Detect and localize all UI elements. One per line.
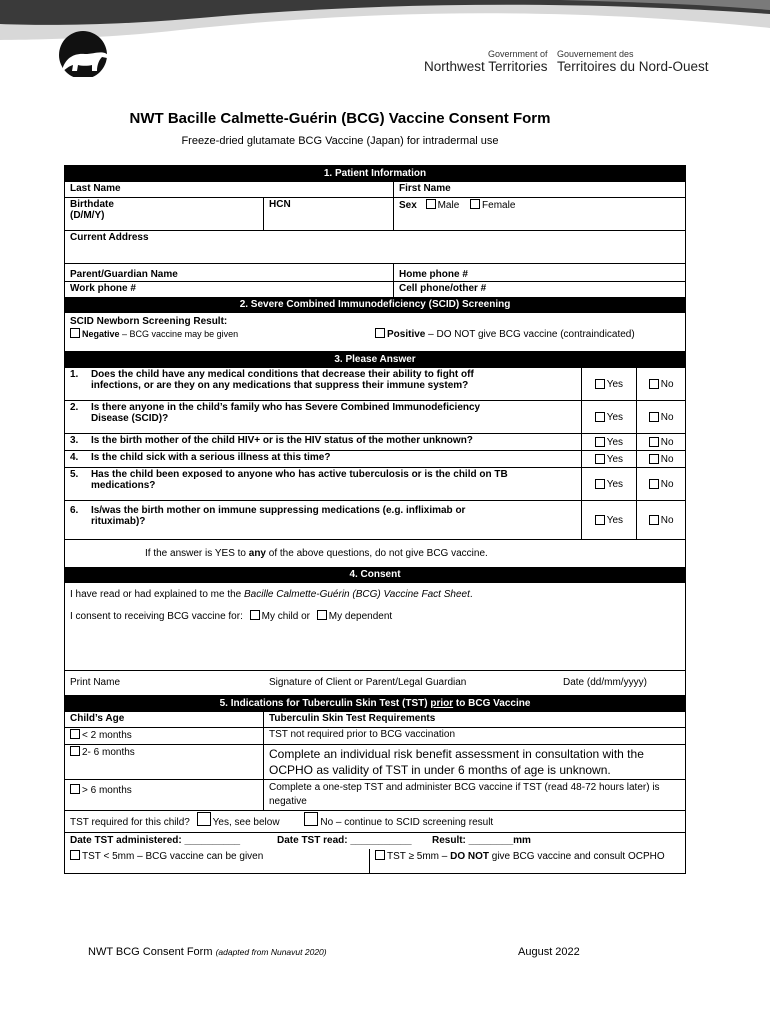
date-administered-field[interactable]: Date TST administered: __________ [70, 835, 241, 846]
tst-lt5-option[interactable]: TST < 5mm – BCG vaccine can be given [65, 849, 370, 873]
req-gt6-text: Complete a one-step TST and administer BCG vaccine if TST (read 48-72 hours later) is negative [269, 782, 660, 807]
q4-no-option[interactable]: No [637, 451, 685, 467]
cell-phone-field[interactable]: Cell phone/other # [399, 283, 487, 294]
tst-required-label: TST required for this child? [70, 817, 190, 828]
section-4-heading: 4. Consent [65, 567, 685, 583]
form-subtitle: Freeze-dried glutamate BCG Vaccine (Japan) for intradermal use [181, 135, 499, 147]
section-5-heading: 5. Indications for Tuberculin Skin Test (TST) prior to BCG Vaccine [65, 696, 685, 712]
footer-adapted-note: (adapted from Nunavut 2020) [215, 947, 327, 957]
scid-positive-option [375, 328, 635, 340]
age-gt6-option[interactable]: > 6 months [65, 780, 264, 810]
date-read-field[interactable]: Date TST read: ___________ [277, 835, 412, 846]
negative-label: Negative [82, 329, 120, 339]
question-number: 5. [70, 469, 79, 480]
q2-yes-option[interactable]: Yes [582, 401, 638, 433]
answer-note: If the answer is YES to any of the above questions, do not give BCG vaccine. [145, 548, 488, 559]
tst-required-row [65, 811, 685, 832]
female-label: Female [482, 200, 516, 211]
question-row [65, 468, 685, 501]
gov-en-label: Government of [488, 49, 548, 59]
question-number: 2. [70, 402, 79, 413]
my-dependent-checkbox[interactable] [317, 610, 327, 620]
question-row [65, 434, 685, 451]
question-number: 3. [70, 435, 79, 446]
territory-en-label: Northwest Territories [424, 59, 548, 74]
q1-no-option[interactable]: No [637, 368, 685, 400]
birthdate-format: (D/M/Y) [70, 210, 105, 221]
footer-date: August 2022 [518, 946, 580, 958]
my-dependent-label: My dependent [328, 611, 393, 622]
sex-label: Sex [399, 200, 417, 211]
male-checkbox[interactable] [426, 199, 436, 209]
q1-yes-option[interactable]: Yes [582, 368, 638, 400]
question-4-text: Is the child sick with a serious illness at this time? [89, 451, 582, 467]
question-5-text: Has the child been exposed to anyone who has active tuberculosis or is the child on TB [90, 469, 508, 480]
work-phone-field[interactable]: Work phone # [65, 282, 394, 297]
tst-requirements-header: Tuberculin Skin Test Requirements [269, 713, 436, 724]
section-2-heading: 2. Severe Combined Immunodeficiency (SCID) Screening [65, 297, 685, 313]
question-row [65, 451, 685, 468]
first-name-field[interactable]: First Name [399, 183, 451, 194]
question-1-text: Does the child have any medical conditions that decrease their ability to fight off [90, 369, 474, 380]
print-name-field[interactable]: Print Name [70, 677, 121, 688]
gov-fr-label: Gouvernement des [557, 49, 634, 59]
q2-no-option[interactable]: No [637, 401, 685, 433]
tst-yes-label: Yes, see below [212, 817, 280, 828]
question-number: 6. [70, 505, 79, 516]
positive-note: – DO NOT give BCG vaccine (contraindicated) [428, 329, 635, 340]
last-name-field[interactable]: Last Name [65, 182, 394, 197]
q6-no-option[interactable]: No [637, 501, 685, 539]
question-6-text-cont: rituximab)? [90, 516, 146, 527]
birthdate-field[interactable] [65, 198, 264, 230]
section-3-heading: 3. Please Answer [65, 352, 685, 368]
question-row [65, 401, 685, 434]
q5-no-option[interactable]: No [637, 468, 685, 500]
question-3-text: Is the birth mother of the child HIV+ or is the HIV status of the mother unknown? [89, 434, 582, 450]
question-6-text: Is/was the birth mother on immune suppressing medications (e.g. infliximab or [90, 505, 466, 516]
female-checkbox[interactable] [470, 199, 480, 209]
signature-field[interactable]: Signature of Client or Parent/Legal Guardian [269, 677, 467, 688]
q3-no-option[interactable]: No [637, 434, 685, 450]
childs-age-header: Child’s Age [65, 712, 264, 727]
tst-ge5-option[interactable]: TST ≥ 5mm – DO NOT give BCG vaccine and consult OCPHO [370, 849, 685, 873]
polar-bear-logo-icon [55, 27, 117, 77]
question-2-text: Is there anyone in the child’s family who has Severe Combined Immunodeficiency [90, 402, 481, 413]
footer-form-name [88, 946, 327, 958]
tst-no-label: No – continue to SCID screening result [320, 817, 494, 828]
q4-yes-option[interactable]: Yes [582, 451, 638, 467]
question-2-text-cont: Disease (SCID)? [90, 413, 169, 424]
age-2-6-option[interactable]: 2- 6 months [65, 745, 264, 779]
current-address-field[interactable]: Current Address [70, 232, 149, 243]
male-label: Male [437, 200, 460, 211]
fact-sheet-statement: I have read or had explained to me the Bacille Calmette-Guérin (BCG) Vaccine Fact Sheet. [70, 589, 473, 600]
birthdate-label: Birthdate [70, 199, 114, 210]
tst-result-field[interactable]: Result: ________mm [432, 835, 531, 846]
question-row [65, 368, 685, 401]
question-5-text-cont: medications? [90, 480, 156, 491]
question-1-text-cont: infections, or are they on any medications that suppress their immune system? [90, 380, 469, 391]
q3-yes-option[interactable]: Yes [582, 434, 638, 450]
consent-choice: I consent to receiving BCG vaccine for: My child or My dependent [70, 611, 393, 622]
tst-no-checkbox[interactable] [304, 812, 318, 826]
consent-statement [65, 583, 685, 671]
scid-negative-checkbox[interactable] [70, 328, 80, 338]
question-number: 1. [70, 369, 79, 380]
q5-yes-option[interactable]: Yes [582, 468, 638, 500]
age-lt2-option[interactable]: < 2 months [65, 728, 264, 744]
req-2-6-text: Complete an individual risk benefit assessment in consultation with the OCPHO as validity of TST in under 6 months of age is unknown. [269, 747, 644, 777]
negative-note: – BCG vaccine may be given [122, 329, 239, 339]
form-title: NWT Bacille Calmette-Guérin (BCG) Vaccine Consent Form [129, 110, 551, 127]
q6-yes-option[interactable]: Yes [582, 501, 638, 539]
question-number: 4. [70, 452, 79, 463]
territory-fr-label: Territoires du Nord-Ouest [557, 59, 709, 74]
my-child-label: My child or [261, 611, 310, 622]
hcn-field[interactable]: HCN [264, 198, 394, 230]
tst-yes-checkbox[interactable] [197, 812, 211, 826]
home-phone-field[interactable]: Home phone # [399, 269, 468, 280]
section-1-heading: 1. Patient Information [65, 166, 685, 182]
consent-date-field[interactable]: Date (dd/mm/yyyy) [563, 677, 647, 688]
tst-dates-row [65, 833, 685, 847]
scid-positive-checkbox[interactable] [375, 328, 385, 338]
footer-form-title: NWT BCG Consent Form [88, 946, 213, 958]
req-lt2-text: TST not required prior to BCG vaccination [269, 729, 456, 740]
parent-name-field[interactable]: Parent/Guardian Name [65, 264, 394, 281]
consent-form [64, 165, 686, 874]
scid-negative-option [70, 328, 375, 340]
sex-field [394, 198, 685, 230]
my-child-checkbox[interactable] [250, 610, 260, 620]
positive-label: Positive [387, 329, 426, 340]
question-row [65, 501, 685, 540]
scid-result-label: SCID Newborn Screening Result: [70, 316, 228, 327]
